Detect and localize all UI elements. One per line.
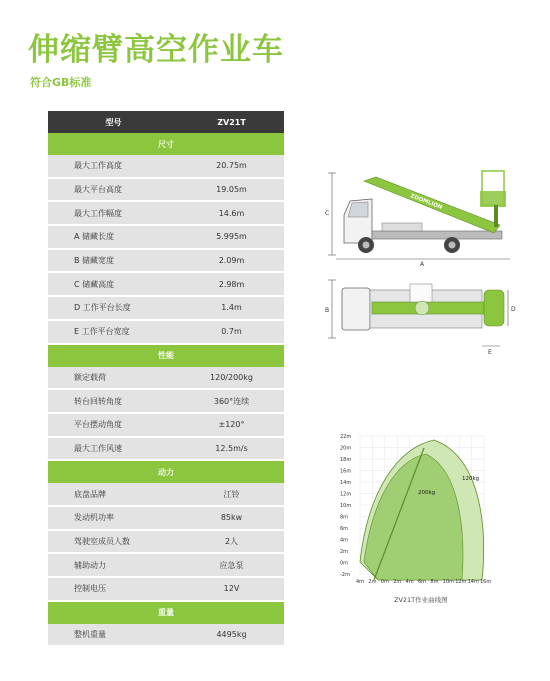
truck-chassis	[372, 231, 502, 239]
spec-label: 整机重量	[48, 624, 179, 647]
spec-row	[48, 296, 284, 320]
page-title: 伸缩臂高空作业车	[28, 32, 284, 68]
y-tick-label: 22m	[340, 434, 352, 440]
y-tick-label: 0m	[340, 560, 349, 567]
page-subtitle: 符合GB标准	[30, 76, 92, 89]
dimension-d-label: D	[511, 306, 516, 313]
x-axis-ticks	[356, 579, 491, 585]
truck-top-view	[322, 276, 522, 356]
spec-label: 平台摆动角度	[48, 413, 179, 437]
model-label: 型号	[48, 111, 179, 133]
spec-value: 120/200kg	[179, 367, 284, 390]
spec-label: 额定载荷	[48, 367, 179, 390]
x-tick-label: 2m	[393, 579, 402, 585]
dimension-b-label: B	[325, 307, 330, 314]
y-tick-label: -2m	[340, 572, 350, 578]
spec-value: 20.75m	[179, 155, 284, 178]
spec-value: ±120°	[179, 413, 284, 437]
spec-value: 应急泵	[179, 553, 284, 577]
spec-label: 驾驶室成员人数	[48, 530, 179, 554]
spec-row	[48, 178, 284, 202]
spec-label: E 工作平台宽度	[48, 320, 179, 344]
x-tick-label: 4m	[405, 579, 414, 585]
y-tick-label: 6m	[340, 526, 349, 532]
spec-label: 发动机功率	[48, 506, 179, 530]
spec-row	[48, 506, 284, 530]
spec-value: 14.6m	[179, 201, 284, 225]
y-tick-label: 8m	[340, 514, 349, 521]
spec-row	[48, 155, 284, 178]
spec-label: 最大平台高度	[48, 178, 179, 202]
y-tick-label: 4m	[340, 537, 349, 544]
spec-label: C 储藏高度	[48, 272, 179, 296]
spec-row	[48, 201, 284, 225]
spec-label: A 储藏长度	[48, 225, 179, 249]
y-tick-label: 20m	[340, 445, 352, 452]
x-tick-label: 8m	[430, 579, 439, 585]
y-tick-label: 18m	[340, 457, 352, 463]
section-header	[48, 344, 284, 367]
spec-value: 360°连续	[179, 389, 284, 413]
spec-value: 4495kg	[179, 624, 284, 647]
spec-label: 最大工作幅度	[48, 201, 179, 225]
label-120kg: 120kg	[462, 476, 480, 482]
cab-top	[342, 288, 370, 330]
x-tick-label: 14m	[467, 579, 479, 585]
section-header	[48, 133, 284, 155]
x-tick-label: 6m	[418, 579, 427, 585]
spec-row	[48, 553, 284, 577]
spec-label: 最大工作高度	[48, 155, 179, 178]
spec-label: D 工作平台长度	[48, 296, 179, 320]
y-tick-label: 16m	[340, 468, 352, 475]
section-title: 动力	[48, 460, 284, 483]
spec-row	[48, 483, 284, 506]
spec-row	[48, 225, 284, 249]
x-tick-label: 10m	[442, 579, 455, 585]
dimension-a-label: A	[420, 261, 425, 267]
spec-label: B 储藏宽度	[48, 249, 179, 273]
spec-row	[48, 249, 284, 273]
spec-value: 5.995m	[179, 225, 284, 249]
model-value: ZV21T	[179, 111, 284, 133]
y-axis-ticks	[340, 434, 351, 578]
dimension-c-label: C	[325, 210, 330, 217]
spec-row	[48, 367, 284, 390]
spec-table	[48, 111, 284, 647]
section-title: 尺寸	[48, 133, 284, 155]
spec-label: 辅助动力	[48, 553, 179, 577]
section-header	[48, 601, 284, 624]
spec-row	[48, 389, 284, 413]
x-tick-label: 4m	[356, 579, 365, 585]
spec-value: 2.09m	[179, 249, 284, 273]
x-tick-label: 2m	[368, 579, 377, 585]
spec-value: 0.7m	[179, 320, 284, 344]
spec-label: 底盘品牌	[48, 483, 179, 506]
spec-value: 85kw	[179, 506, 284, 530]
spec-row	[48, 437, 284, 461]
spec-row	[48, 624, 284, 647]
y-tick-label: 2m	[340, 549, 349, 555]
spec-value: 2.98m	[179, 272, 284, 296]
work-envelope-chart	[338, 430, 498, 590]
dimension-e-label: E	[488, 349, 492, 356]
section-title: 重量	[48, 601, 284, 624]
y-tick-label: 12m	[340, 491, 352, 498]
spec-row	[48, 530, 284, 554]
spec-value: 12.5m/s	[179, 437, 284, 461]
spec-value: 12V	[179, 577, 284, 601]
spec-label: 控制电压	[48, 577, 179, 601]
section-title: 性能	[48, 344, 284, 367]
spec-row	[48, 413, 284, 437]
spec-value: 江铃	[179, 483, 284, 506]
spec-label: 最大工作风速	[48, 437, 179, 461]
truck-side-view	[322, 163, 522, 267]
label-200kg: 200kg	[418, 490, 436, 496]
x-tick-label: 16m	[480, 579, 492, 585]
spec-value: 1.4m	[179, 296, 284, 320]
spec-row	[48, 320, 284, 344]
spec-row	[48, 272, 284, 296]
spec-value: 19.05m	[179, 178, 284, 202]
chart-caption: ZV21T作业曲线图	[394, 596, 448, 604]
spec-value: 2人	[179, 530, 284, 554]
x-tick-label: 12m	[455, 579, 467, 585]
brand-label: ZOOMLION	[409, 193, 443, 211]
y-tick-label: 10m	[340, 503, 352, 509]
spec-row	[48, 577, 284, 601]
table-header-row	[48, 111, 284, 133]
x-tick-label: 0m	[380, 579, 389, 585]
section-header	[48, 460, 284, 483]
platform-top	[484, 290, 504, 326]
y-tick-label: 14m	[340, 480, 352, 486]
spec-label: 转台回转角度	[48, 389, 179, 413]
